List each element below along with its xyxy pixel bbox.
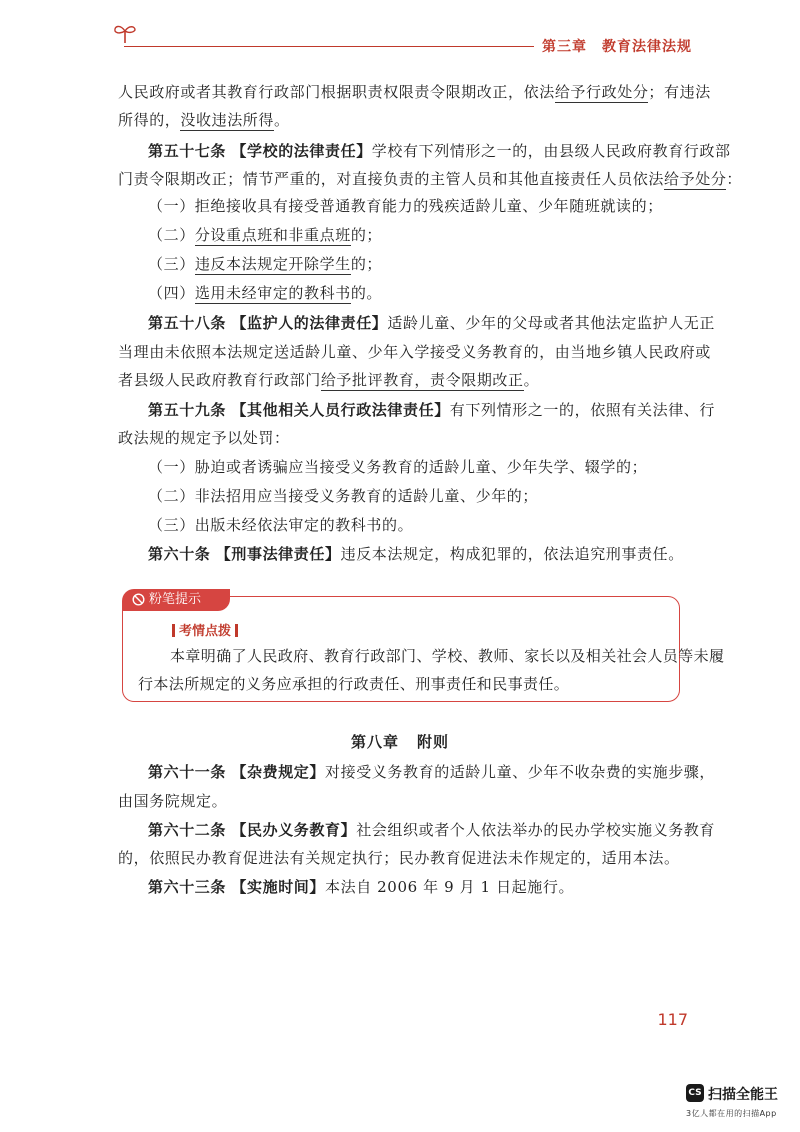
chapter-header-title: 第三章 教育法律法规 xyxy=(542,39,692,55)
article-57: 第五十七条 【学校的法律责任】学校有下列情形之一的，由县级人民政府教育行政部 xyxy=(148,142,731,160)
text-line: 当理由未依照本法规定送适龄儿童、少年入学接受义务教育的，由当地乡镇人民政府或 xyxy=(118,343,711,361)
camscanner-logo-icon: CS xyxy=(686,1084,704,1102)
list-item: （三）出版未经依法审定的教科书的。 xyxy=(148,516,414,534)
list-item: （二）分设重点班和非重点班的； xyxy=(148,226,383,244)
text-line: 所得的，没收违法所得。 xyxy=(118,111,290,129)
scanner-watermark xyxy=(686,1082,786,1122)
list-item: （三）违反本法规定开除学生的； xyxy=(148,255,383,273)
article-58: 第五十八条 【监护人的法律责任】适龄儿童、少年的父母或者其他法定监护人无正 xyxy=(148,314,716,332)
list-item: （四）选用未经审定的教科书的。 xyxy=(148,284,383,302)
tip-text-line: 本章明确了人民政府、教育行政部门、学校、教师、家长以及相关社会人员等未履 xyxy=(170,647,725,665)
article-59: 第五十九条 【其他相关人员行政法律责任】有下列情形之一的，依照有关法律、行 xyxy=(148,401,715,419)
tip-tab xyxy=(122,589,230,611)
watermark-tagline: 3亿人都在用的扫描App xyxy=(686,1109,777,1118)
watermark-name: 扫描全能王 xyxy=(708,1087,778,1103)
list-item: （一）拒绝接收具有接受普通教育能力的残疾适龄儿童、少年随班就读的； xyxy=(148,197,663,215)
chapter-heading: 第八章 附则 xyxy=(350,733,450,751)
tip-tab-label: 粉笔提示 xyxy=(149,592,202,607)
text-line: 人民政府或者其教育行政部门根据职责权限责令限期改正，依法给予行政处分；有违法 xyxy=(118,83,711,101)
list-item: （二）非法招用应当接受义务教育的适龄儿童、少年的； xyxy=(148,487,539,505)
header-rule xyxy=(124,46,534,47)
article-60: 第六十条 【刑事法律责任】违反本法规定，构成犯罪的，依法追究刑事责任。 xyxy=(148,545,684,563)
article-61: 第六十一条 【杂费规定】对接受义务教育的适龄儿童、少年不收杂费的实施步骤， xyxy=(148,763,716,781)
tip-text-line: 行本法所规定的义务应承担的行政责任、刑事责任和民事责任。 xyxy=(138,675,570,693)
text-line: 政法规的规定予以处罚： xyxy=(118,429,290,447)
article-63: 第六十三条 【实施时间】本法自 2006 年 9 月 1 日起施行。 xyxy=(148,878,575,896)
text-line: 者县级人民政府教育行政部门给予批评教育，责令限期改正。 xyxy=(118,371,540,389)
no-sign-icon xyxy=(132,593,145,606)
text-line: 门责令限期改正；情节严重的，对直接负责的主管人员和其他直接责任人员依法给予处分： xyxy=(118,170,743,188)
list-item: （一）胁迫或者诱骗应当接受义务教育的适龄儿童、少年失学、辍学的； xyxy=(148,458,648,476)
page-number: 117 xyxy=(657,1010,688,1029)
tip-subheading: 考情点拨 xyxy=(168,620,242,639)
text-line: 的，依照民办教育促进法有关规定执行；民办教育促进法未作规定的，适用本法。 xyxy=(118,849,680,867)
text-line: 由国务院规定。 xyxy=(118,792,228,810)
sprout-icon xyxy=(112,22,138,44)
article-62: 第六十二条 【民办义务教育】社会组织或者个人依法举办的民办学校实施义务教育 xyxy=(148,821,716,839)
